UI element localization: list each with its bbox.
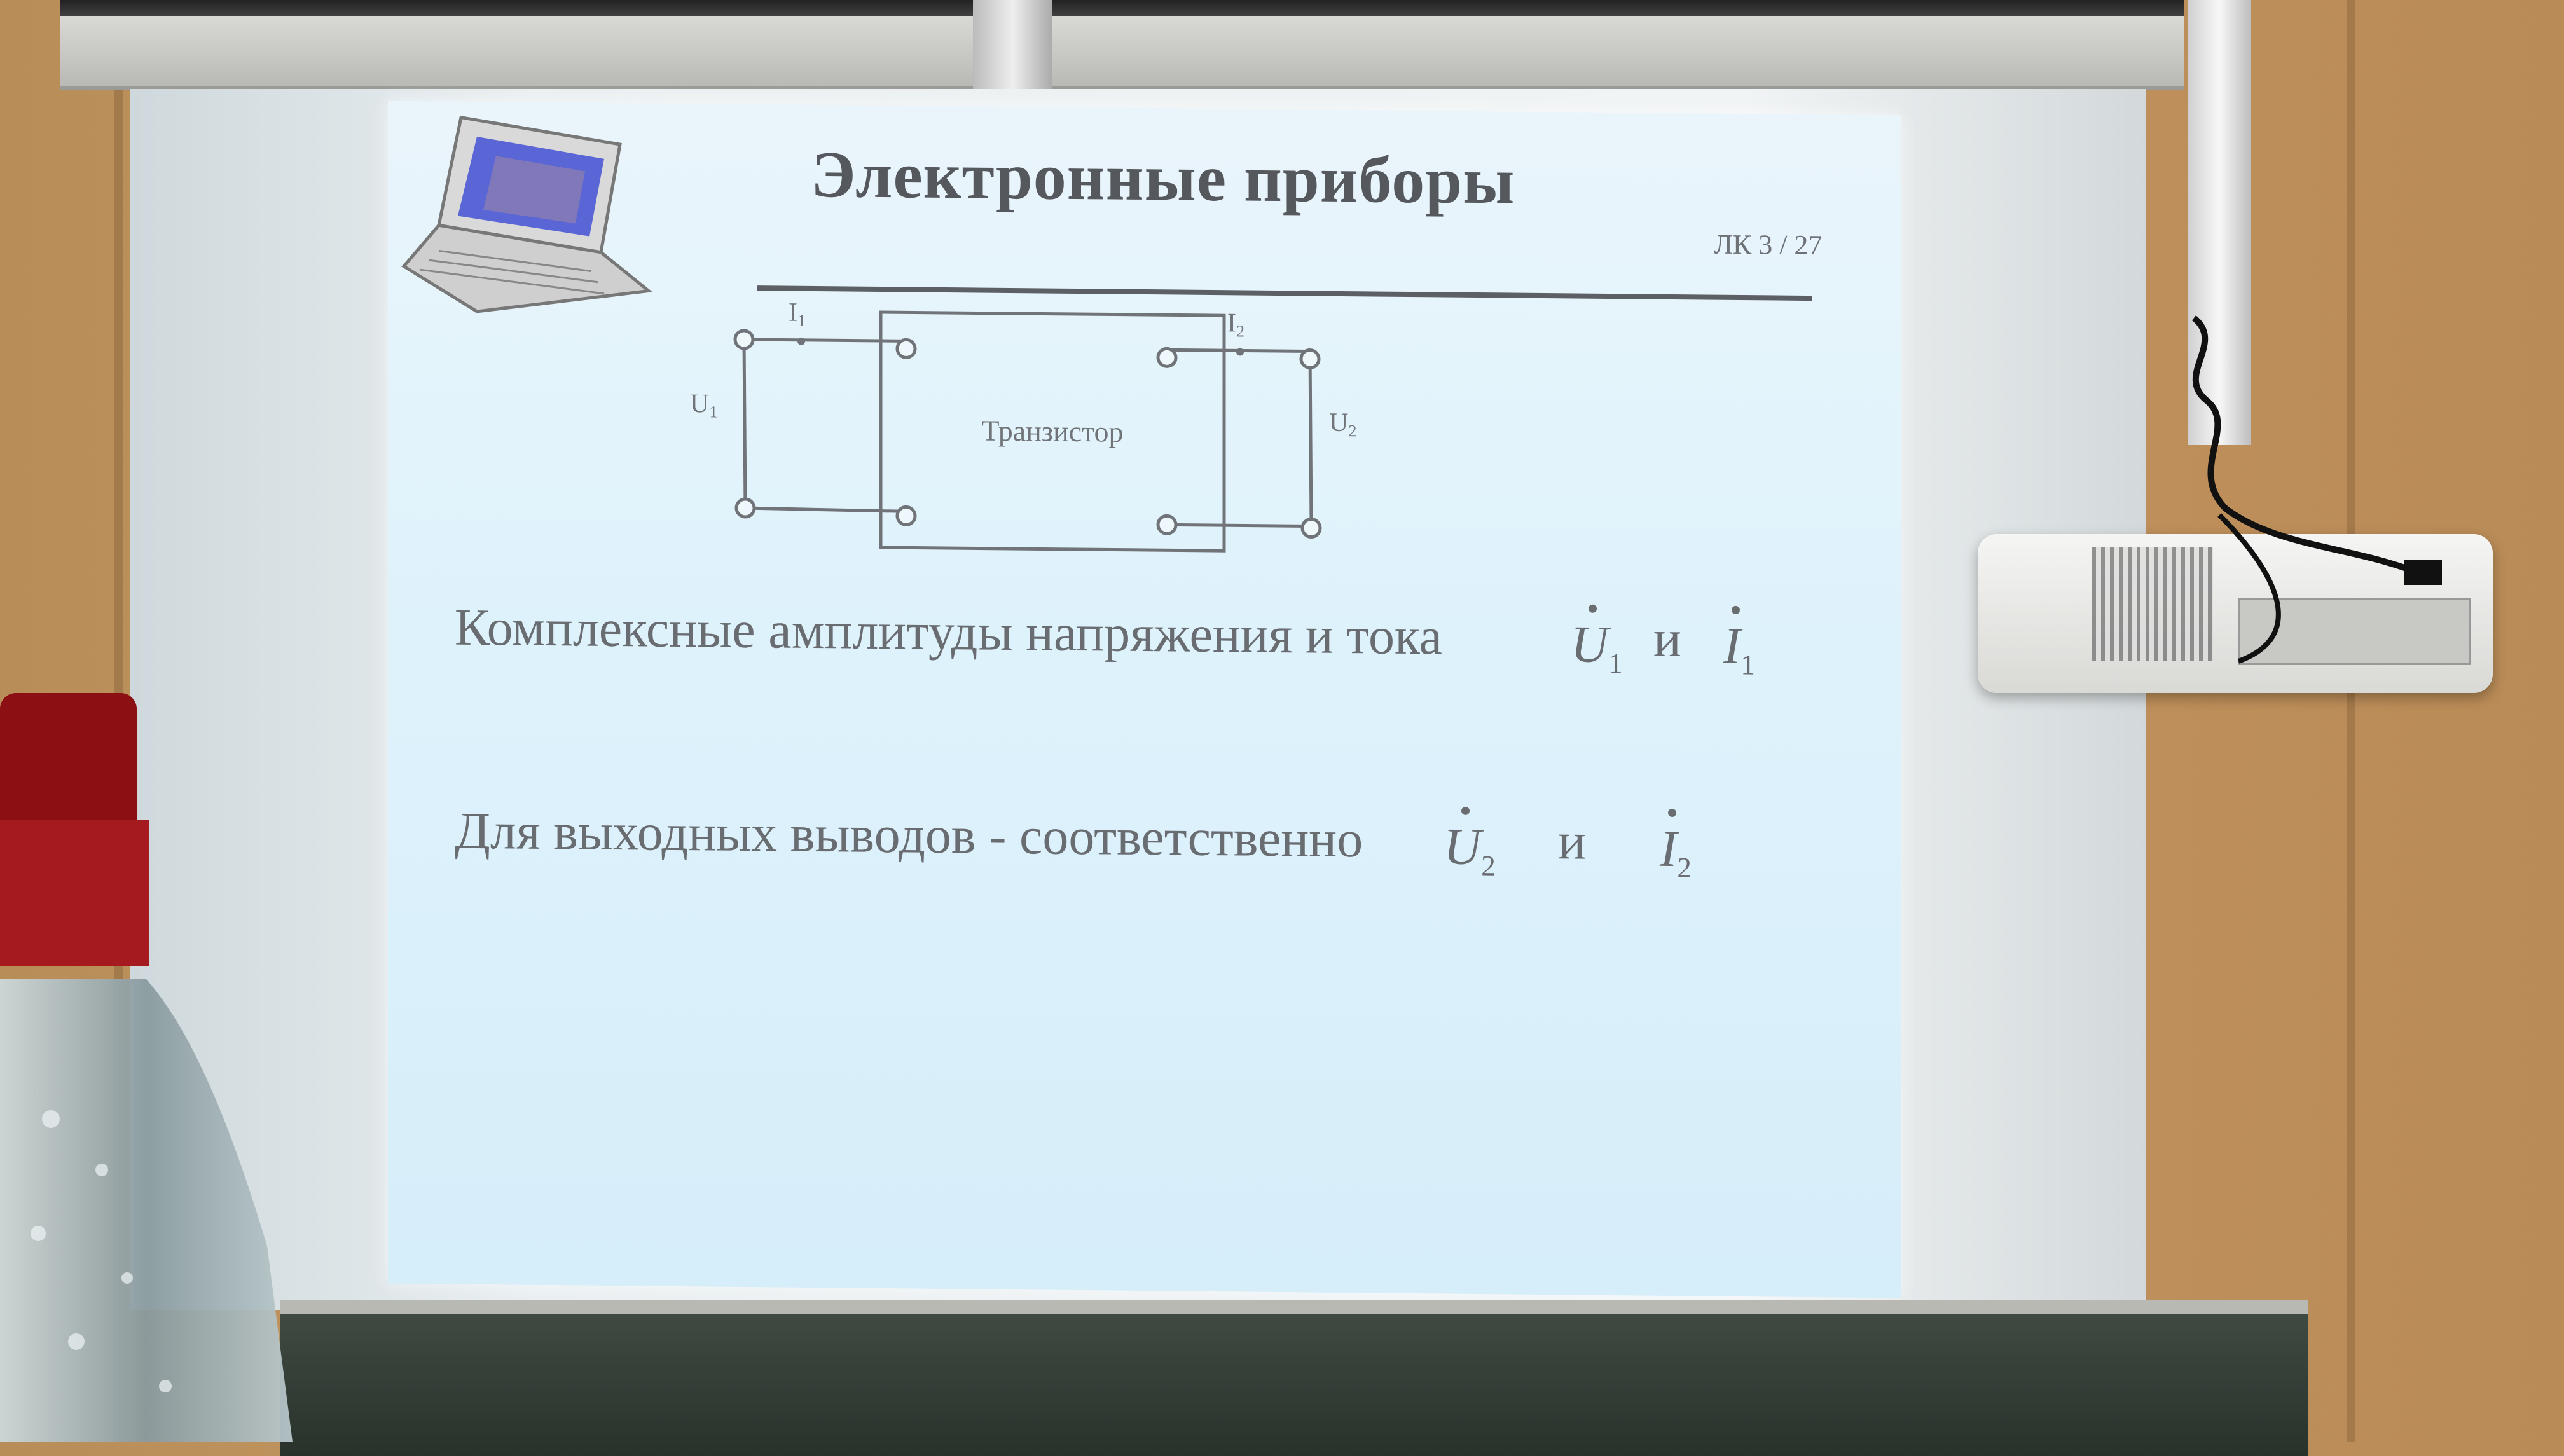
output-voltage-label: U (1329, 408, 1349, 438)
phasor-symbol: U (1571, 615, 1609, 674)
screen-housing (60, 16, 2184, 90)
phasor-symbol: U (1444, 817, 1482, 876)
projector-cables (2149, 305, 2480, 699)
two-port-circuit-diagram (690, 295, 1386, 575)
slide-page-number: ЛК 3 / 27 (1714, 228, 1823, 261)
projected-slide (388, 101, 1901, 1298)
svg-text:I2 (1227, 308, 1244, 340)
svg-text:U2 (1329, 408, 1356, 440)
output-voltage-sub: 2 (1348, 422, 1357, 441)
phasor-subscript: 2 (1677, 851, 1692, 884)
input-voltage-sub: 1 (709, 402, 718, 422)
conjunction-text: и (1558, 812, 1586, 870)
output-voltage-phasor (1444, 817, 1496, 883)
water-bottle (0, 674, 293, 1442)
phasor-symbol: I (1723, 616, 1741, 675)
output-current-sub: 2 (1236, 322, 1244, 341)
output-current-label: I (1227, 308, 1236, 338)
slide-title: Электронные приборы (811, 137, 1515, 218)
input-voltage-label: U (690, 389, 710, 419)
phasor-subscript: 1 (1740, 649, 1755, 681)
amplitude-text-line: Комплексные амплитуды напряжения и тока (455, 598, 1442, 666)
phasor-subscript: 2 (1481, 849, 1496, 882)
output-text-line: Для выходных выводов - соответственно (455, 801, 1363, 869)
block-label: Транзистор (981, 414, 1124, 448)
input-voltage-phasor (1571, 614, 1623, 680)
output-current-phasor (1660, 819, 1692, 884)
svg-text:I1 (789, 298, 806, 330)
phasor-symbol: I (1660, 819, 1678, 878)
phasor-subscript: 1 (1608, 647, 1623, 680)
wall-panel-seam (2347, 0, 2355, 1442)
input-current-label: I (789, 298, 797, 327)
input-current-sub: 1 (797, 311, 806, 330)
conjunction-text: и (1653, 609, 1681, 668)
svg-text:U1 (690, 389, 717, 421)
laptop-icon (401, 107, 661, 320)
input-current-phasor (1723, 616, 1755, 682)
chalkboard (280, 1300, 2308, 1456)
